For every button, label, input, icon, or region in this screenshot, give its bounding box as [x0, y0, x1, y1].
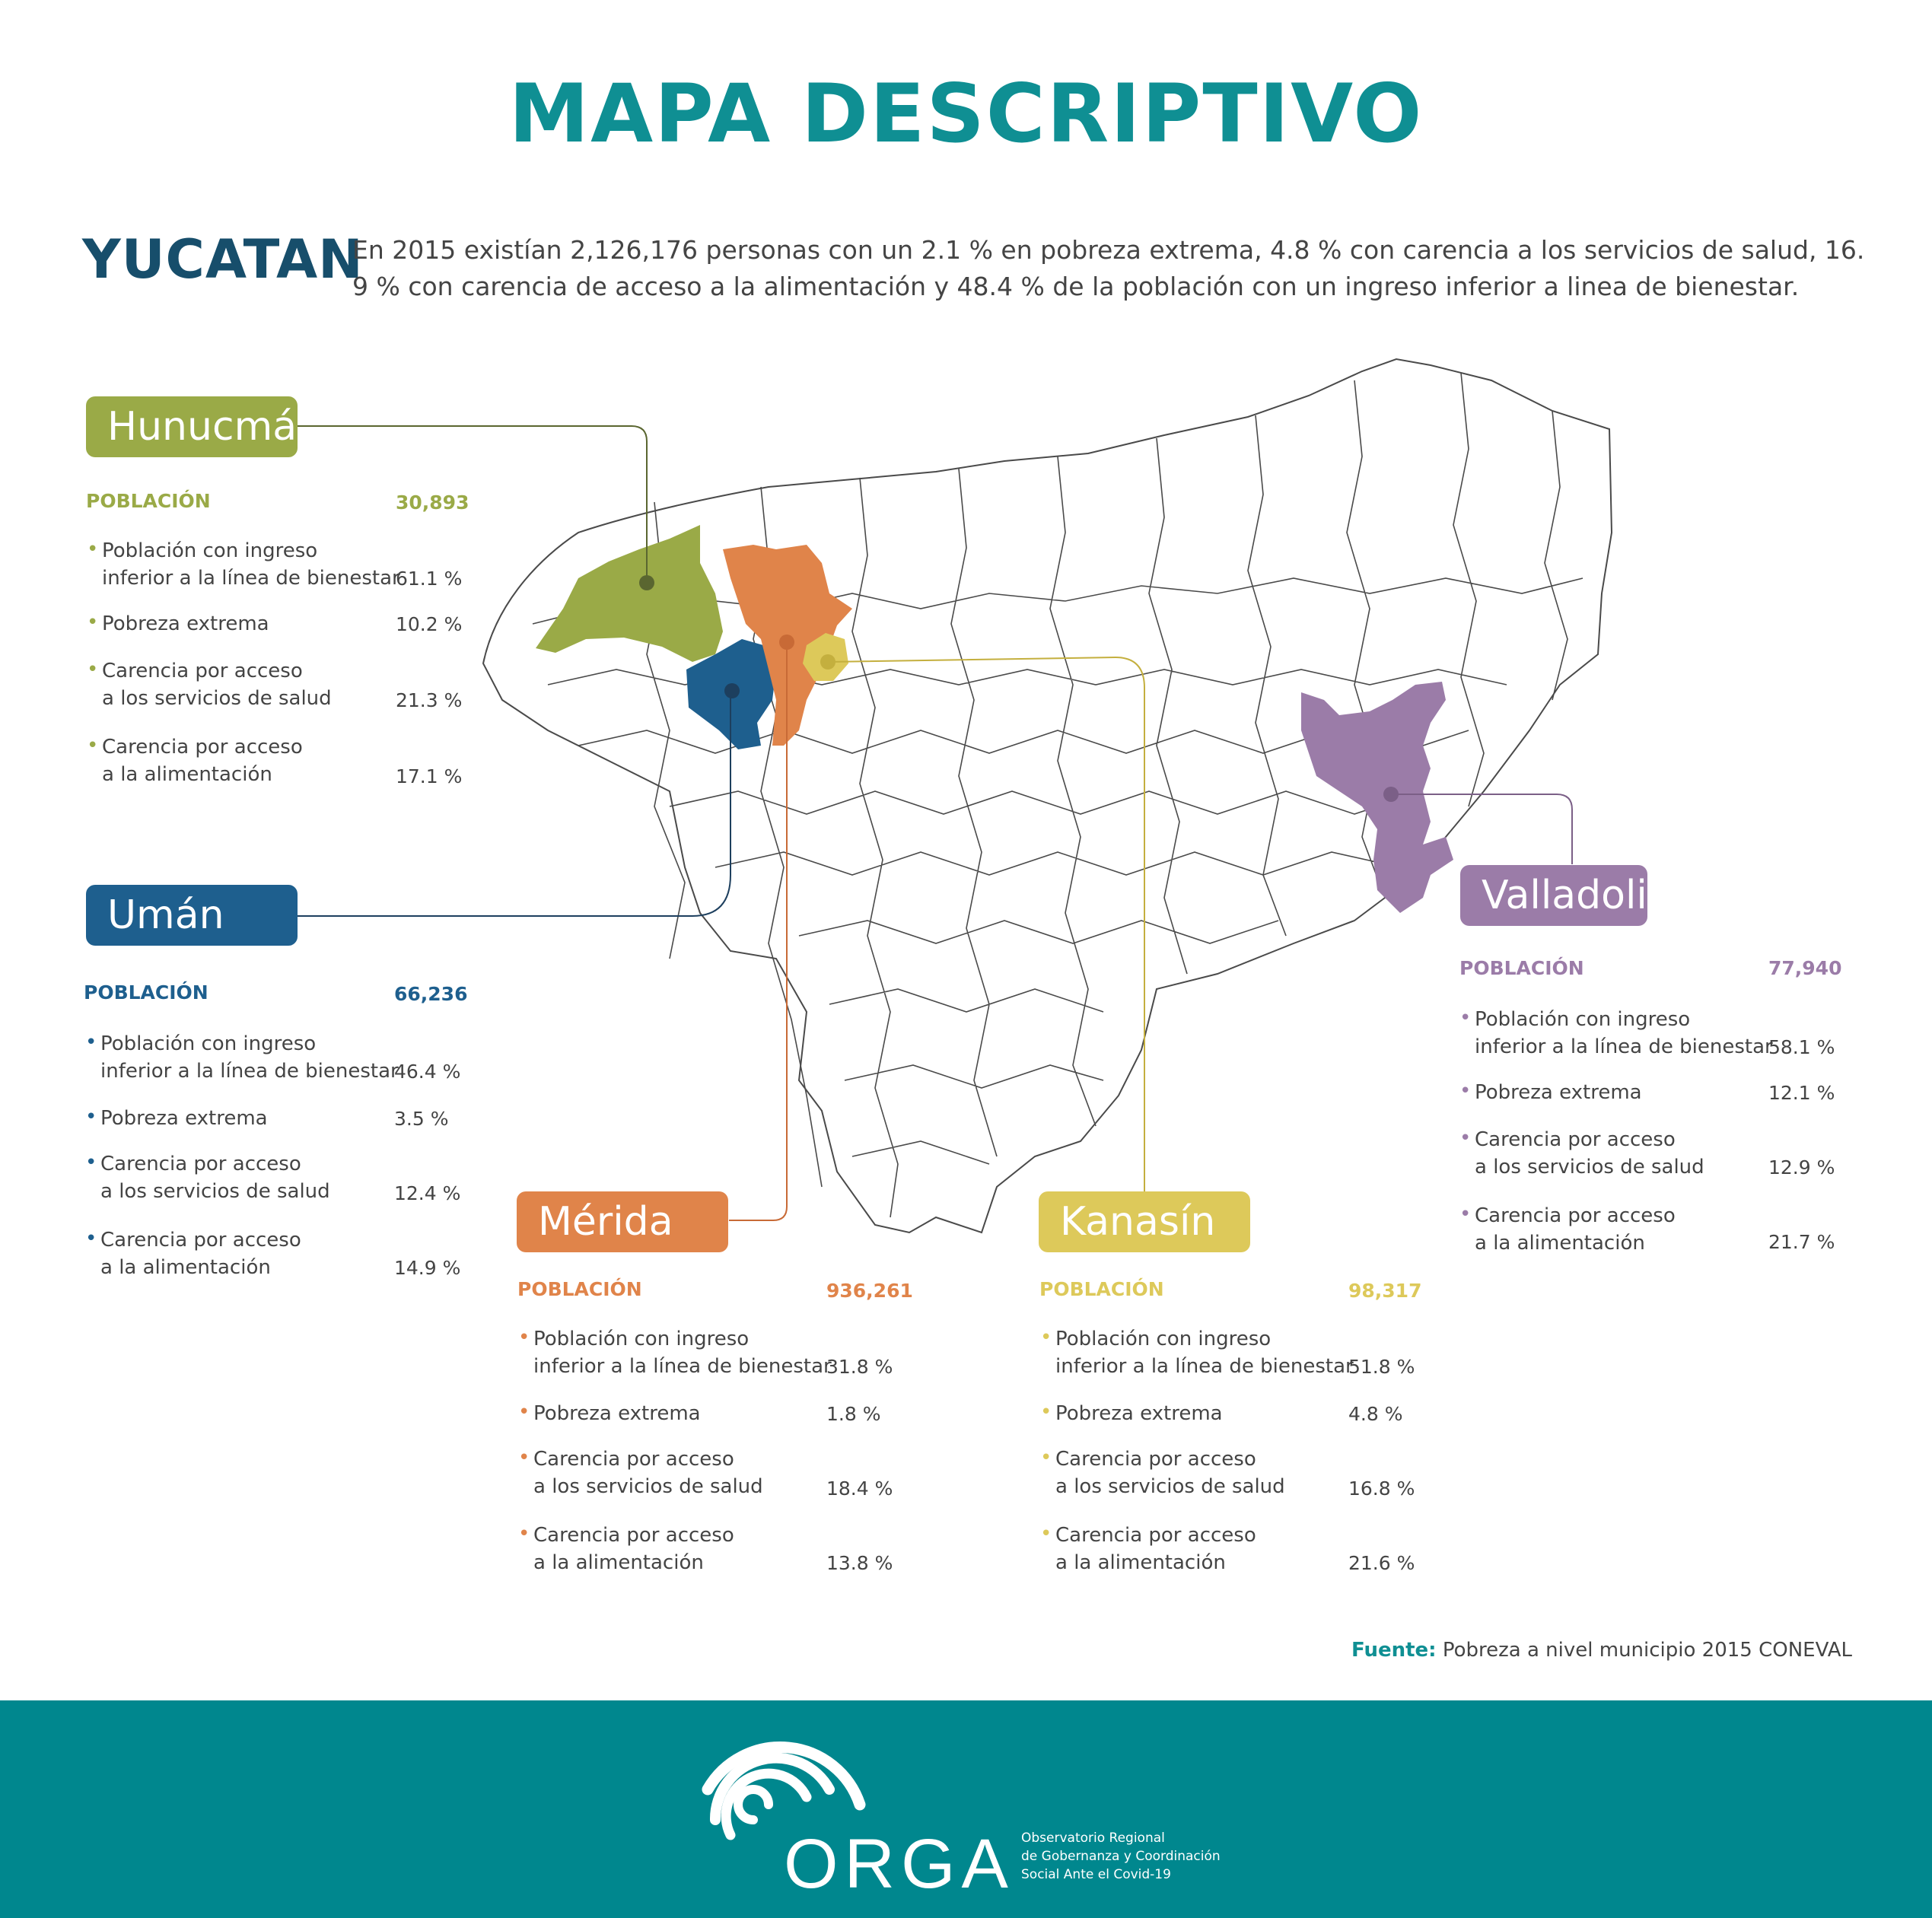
kanasin-item-food: • Carencia por acceso a la alimentación	[1040, 1522, 1256, 1574]
valladolid-pop-label: POBLACIÓN	[1459, 957, 1584, 979]
merida-item-food: • Carencia por acceso a la alimentación	[518, 1522, 734, 1574]
kanasin-item-health: • Carencia por acceso a los servicios de salud	[1040, 1446, 1285, 1498]
valladolid-pct-food: 21.7 %	[1768, 1231, 1835, 1253]
kanasin-pct-extreme: 4.8 %	[1348, 1403, 1403, 1425]
hunucma-item-health: • Carencia por acceso a los servicios de salud	[87, 658, 332, 710]
state-name: YUCATAN	[82, 228, 364, 291]
kanasin-pct-income: 51.8 %	[1348, 1356, 1415, 1378]
uman-pct-health: 12.4 %	[394, 1182, 461, 1204]
uman-pop-value: 66,236	[394, 983, 468, 1005]
merida-pct-income: 31.8 %	[826, 1356, 893, 1378]
hunucma-pct-income: 61.1 %	[396, 568, 463, 590]
valladolid-name: Valladolid	[1460, 865, 1647, 926]
uman-name: Umán	[86, 885, 298, 946]
kanasin-pop-label: POBLACIÓN	[1039, 1278, 1164, 1300]
uman-pct-food: 14.9 %	[394, 1257, 461, 1279]
valladolid-item-health: • Carencia por acceso a los servicios de salud	[1459, 1127, 1704, 1178]
kanasin-pct-food: 21.6 %	[1348, 1552, 1415, 1574]
orga-tagline-3: Social Ante el Covid-19	[1021, 1867, 1171, 1882]
uman-item-extreme: • Pobreza extrema	[85, 1105, 268, 1130]
merida-pct-food: 13.8 %	[826, 1552, 893, 1574]
hunucma-pop-label: POBLACIÓN	[86, 490, 211, 512]
uman-item-income: • Población con ingreso inferior a la línea de bienestar	[85, 1031, 399, 1083]
hunucma-name: Hunucmá	[86, 396, 298, 457]
kanasin-item-income: • Población con ingreso inferior a la línea de bienestar	[1040, 1326, 1354, 1378]
uman-item-health: • Carencia por acceso a los servicios de salud	[85, 1151, 330, 1203]
intro-paragraph: En 2015 existían 2,126,176 personas con un 2.1 % en pobreza extrema, 4.8 % con carencia a los servicios de salud, 16. 9 % con carencia de acceso a la alimentación y 48.4 % de la población con un ingreso inferior a linea de bienestar.	[352, 235, 1865, 301]
merida-item-health: • Carencia por acceso a los servicios de salud	[518, 1446, 763, 1498]
merida-pct-extreme: 1.8 %	[826, 1403, 881, 1425]
orga-logo-text: ORGA	[784, 1825, 1014, 1903]
page-title: MAPA DESCRIPTIVO	[508, 67, 1424, 161]
merida-item-income: • Población con ingreso inferior a la línea de bienestar	[518, 1326, 832, 1378]
hunucma-item-income: • Población con ingreso inferior a la línea de bienestar	[87, 538, 400, 590]
valladolid-item-extreme: • Pobreza extrema	[1459, 1080, 1642, 1104]
state-outline	[483, 359, 1612, 1233]
hunucma-item-food: • Carencia por acceso a la alimentación	[87, 734, 303, 786]
kanasin-pop-value: 98,317	[1348, 1280, 1422, 1302]
uman-marker	[724, 683, 740, 698]
kanasin-marker	[820, 654, 836, 670]
valladolid-pop-value: 77,940	[1768, 957, 1842, 979]
uman-item-food: • Carencia por acceso a la alimentación	[85, 1227, 301, 1279]
hunucma-pop-value: 30,893	[396, 491, 469, 514]
uman-pct-extreme: 3.5 %	[394, 1108, 449, 1130]
merida-pop-value: 936,261	[826, 1280, 913, 1302]
valladolid-item-food: • Carencia por acceso a la alimentación	[1459, 1203, 1676, 1255]
hunucma-marker	[639, 575, 654, 590]
orga-tagline-1: Observatorio Regional	[1021, 1831, 1165, 1846]
source-note: Fuente: Pobreza a nivel municipio 2015 CONEVAL	[1351, 1639, 1852, 1662]
hunucma-pct-food: 17.1 %	[396, 765, 463, 787]
hunucma-pct-extreme: 10.2 %	[396, 613, 463, 635]
valladolid-item-income: • Población con ingreso inferior a la línea de bienestar	[1459, 1007, 1773, 1058]
uman-pop-label: POBLACIÓN	[84, 981, 208, 1004]
hunucma-item-extreme: • Pobreza extrema	[87, 611, 269, 635]
valladolid-pct-extreme: 12.1 %	[1768, 1082, 1835, 1104]
merida-pop-label: POBLACIÓN	[517, 1278, 642, 1300]
valladolid-pct-income: 58.1 %	[1768, 1036, 1835, 1058]
merida-name: Mérida	[517, 1191, 728, 1252]
kanasin-name: Kanasín	[1039, 1191, 1250, 1252]
valladolid-pct-health: 12.9 %	[1768, 1156, 1835, 1178]
orga-tagline-2: de Gobernanza y Coordinación	[1021, 1849, 1221, 1864]
valladolid-marker	[1383, 787, 1399, 802]
merida-item-extreme: • Pobreza extrema	[518, 1401, 701, 1425]
merida-pct-health: 18.4 %	[826, 1477, 893, 1500]
uman-pct-income: 46.4 %	[394, 1061, 461, 1083]
kanasin-pct-health: 16.8 %	[1348, 1477, 1415, 1500]
kanasin-item-extreme: • Pobreza extrema	[1040, 1401, 1223, 1425]
hunucma-pct-health: 21.3 %	[396, 689, 463, 711]
merida-marker	[779, 635, 794, 650]
